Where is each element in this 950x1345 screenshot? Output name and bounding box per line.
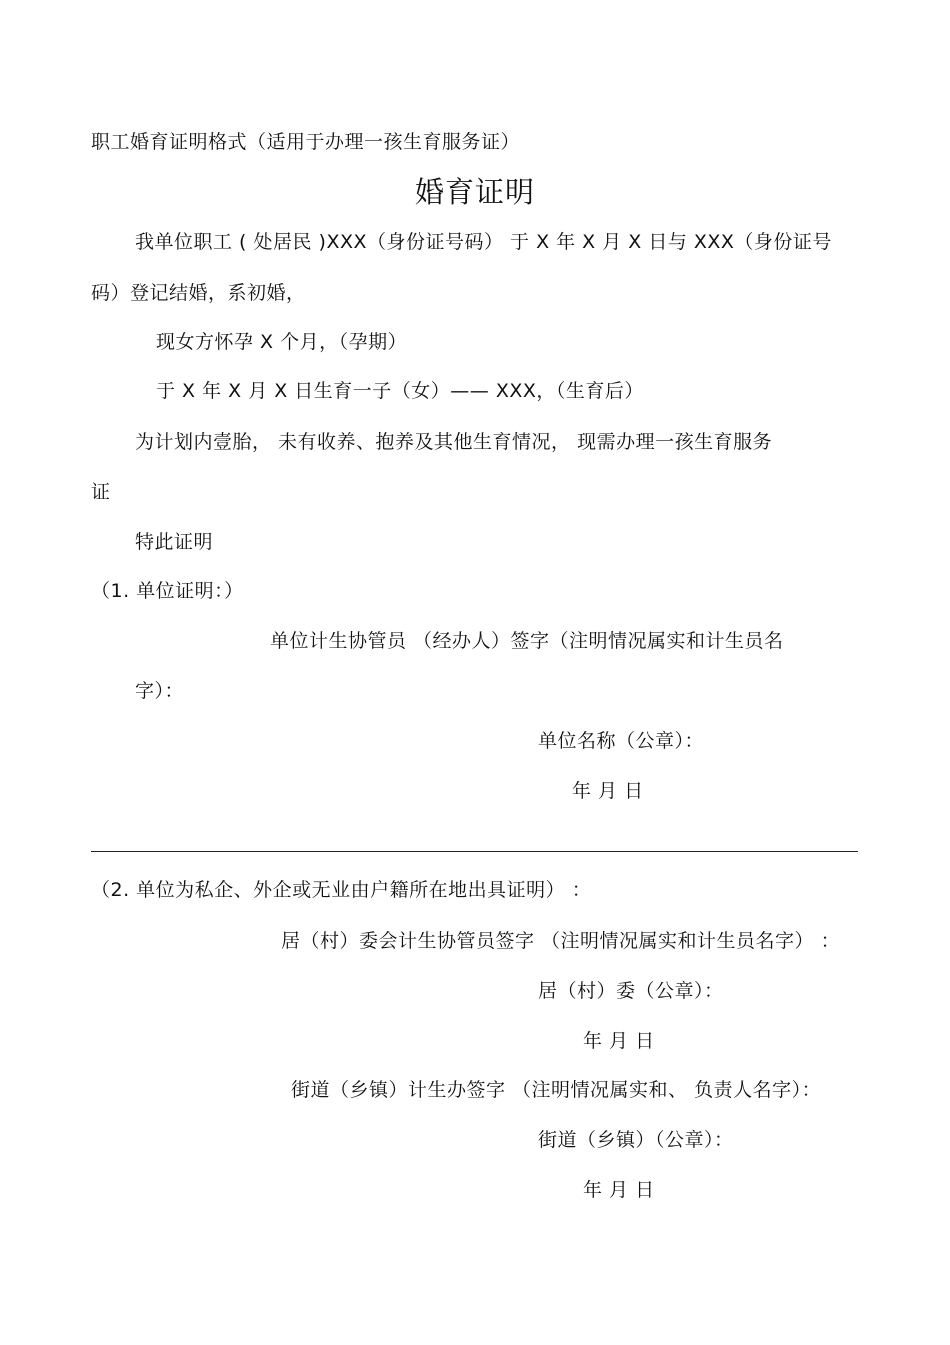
body-line-3: 现女方怀孕 X 个月，（孕期） — [156, 331, 408, 353]
section2-heading: （2. 单位为私企、外企或无业由户籍所在地出具证明） ： — [91, 879, 592, 901]
body-line-2: 码）登记结婚，系初婚， — [91, 282, 306, 304]
unit-seal-label: 单位名称（公章）： — [538, 730, 705, 752]
committee-signer-line: 居（村）委会计生协管员签字 （注明情况属实和计生员名字） ： — [281, 930, 841, 952]
street-signer-line: 街道（乡镇）计生办签字 （注明情况属实和、 负责人名字）： — [291, 1079, 822, 1101]
document-title: 婚育证明 — [414, 175, 535, 209]
unit-date: 年 月 日 — [572, 780, 644, 802]
header-note: 职工婚育证明格式（适用于办理一孩生育服务证） — [91, 131, 521, 153]
section1-heading: （1. 单位证明：） — [91, 580, 244, 602]
body-line-6: 证 — [91, 481, 111, 503]
committee-seal-label: 居（村）委（公章）： — [538, 980, 724, 1002]
certify-line: 特此证明 — [135, 531, 214, 553]
unit-signer-line-2: 字）： — [135, 680, 185, 702]
street-date: 年 月 日 — [583, 1179, 655, 1201]
body-line-4: 于 X 年 X 月 X 日生育一子（女）—— XXX，（生育后） — [156, 380, 644, 402]
body-line-5: 为计划内壹胎， 未有收养、抱养及其他生育情况， 现需办理一孩生育服务 — [135, 431, 773, 453]
body-line-1: 我单位职工 ( 处居民 )XXX（身份证号码） 于 X 年 X 月 X 日与 XXX（身份证号 — [135, 231, 832, 253]
section-divider — [91, 851, 858, 852]
committee-date: 年 月 日 — [583, 1030, 655, 1052]
street-seal-label: 街道（乡镇）（公章）： — [538, 1129, 734, 1151]
unit-signer-line-1: 单位计生协管员 （经办人）签字（注明情况属实和计生员名 — [270, 630, 784, 652]
